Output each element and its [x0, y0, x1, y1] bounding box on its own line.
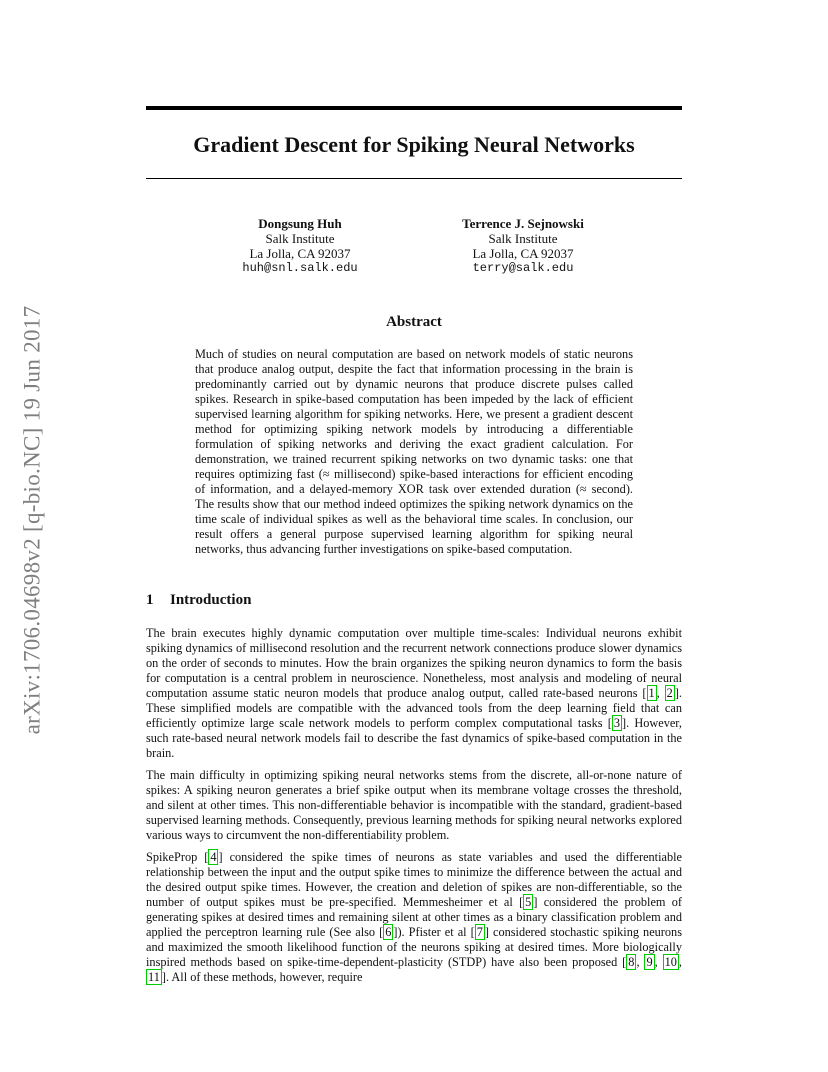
citation-link[interactable]: 11 [148, 970, 160, 984]
paper-title: Gradient Descent for Spiking Neural Networks [193, 132, 635, 157]
citation-link[interactable]: 10 [664, 955, 677, 969]
author-block [423, 216, 623, 276]
author-block [200, 216, 400, 276]
text-run: SpikeProp [ [146, 850, 209, 864]
text-run: ]). Pfister et al [ [393, 925, 475, 939]
text-run: ] considered the spike times of neurons as state variables and used the differentiable relationship between the input and the output spike times to minimize the difference between the actual and the desired output spike times. However, the creation and deletion of spikes are non-differentiable, so the number of output spikes must be pre-specified. Memmesheimer et al [ [146, 850, 682, 909]
arxiv-id-text: arXiv:1706.04698v2 [q-bio.NC] 19 Jun 2017 [19, 305, 45, 735]
author-name: Terrence J. Sejnowski [462, 216, 584, 231]
text-run: , [656, 686, 665, 700]
author-affiliation: Salk Institute [488, 231, 558, 246]
citation-link[interactable]: 3 [613, 716, 620, 730]
author-affiliation: Salk Institute [265, 231, 335, 246]
paragraph [146, 626, 682, 761]
text-run: The brain executes highly dynamic computation over multiple time-scales: Individual neurons exhibit spiking dynamics of millisecond resolution and the recurrent network connections produce slower dynamics on the order of seconds to minutes. How the brain organizes the spiking neuron dynamics to form the basis for computation is a central problem in neuroscience. Nonetheless, most analysis and modeling of neural computation assume static neuron models that produce analog output, called rate-based neurons [ [146, 626, 682, 700]
paragraph: The main difficulty in optimizing spiking neural networks stems from the discrete, all-or-none nature of spikes: A spiking neuron generates a brief spike output when its membrane voltage crosses the threshold, and silent at other times. This non-differentiable behavior is incompatible with the standard, gradient-based supervised learning methods. Consequently, previous learning methods for spiking neural networks explored various ways to circumvent the non-differentiability problem. [146, 768, 682, 842]
section-number: 1 [146, 592, 154, 608]
citation-link[interactable]: 2 [666, 686, 673, 700]
citation-link[interactable]: 4 [210, 850, 217, 864]
citation-link[interactable]: 5 [525, 895, 532, 909]
abstract-text: Much of studies on neural computation are based on network models of static neurons that produce analog output, despite the fact that information processing in the brain is predominantly carried out by dynamic neurons that produce discrete pulses called spikes. Research in spike-based computation has been impeded by the lack of efficient supervised learning algorithm for spiking networks. Here, we present a gradient descent method for optimizing spiking network models by introducing a differentiable formulation of spiking networks and deriving the exact gradient calculation. For demonstration, we trained recurrent spiking networks on two dynamic tasks: one that requires optimizing fast (≈ millisecond) spike-based interactions for efficient encoding of information, and a delayed-memory XOR task over extended duration (≈ second). The results show that our method indeed optimizes the spiking network dynamics on the time scale of individual spikes as well as the behavioral time scales. In conclusion, our result offers a general purpose supervised learning algorithm for spiking neural networks, thus advancing further investigations on spike-based computation. [195, 347, 633, 556]
citation-link[interactable]: 1 [648, 686, 655, 700]
text-run: , [636, 955, 645, 969]
text-run: , [654, 955, 663, 969]
paragraph [146, 850, 682, 985]
abstract-heading: Abstract [386, 314, 442, 330]
citation-link[interactable]: 9 [646, 955, 653, 969]
citation-link[interactable]: 8 [628, 955, 635, 969]
title-bottom-rule [146, 178, 682, 179]
section-title: Introduction [170, 592, 252, 608]
author-address: La Jolla, CA 92037 [472, 246, 574, 261]
text-run: ]. All of these methods, however, require [161, 970, 363, 984]
citation-link[interactable]: 6 [385, 925, 392, 939]
author-email: terry@salk.edu [472, 261, 574, 275]
text-run: ]. These simplified models are compatible with the advanced tools from the deep learning field that can efficiently optimize large scale network models to perform complex computational tasks [ [146, 686, 682, 730]
title-top-rule [146, 106, 682, 110]
text-run: , [678, 955, 682, 969]
section-heading [146, 592, 251, 609]
text-run: ] considered the problem of generating spikes at desired times and remaining silent at other times as a binary classification problem and applied the perceptron learning rule (See also [ [146, 895, 682, 939]
text-run: ] considered stochastic spiking neurons and maximized the smooth likelihood function of the neurons spiking at desired times. More biologically inspired methods based on spike-time-dependent-plasticity (STDP) have also been proposed [ [146, 925, 682, 969]
body-text [146, 626, 682, 992]
author-email: huh@snl.salk.edu [242, 261, 358, 275]
citation-link[interactable]: 7 [476, 925, 483, 939]
arxiv-sidebar-id [12, 270, 52, 770]
author-name: Dongsung Huh [258, 216, 342, 231]
author-address: La Jolla, CA 92037 [249, 246, 351, 261]
text-run: ]. However, such rate-based neural network models fail to describe the fast dynamics of spike-based computation in the brain. [146, 716, 682, 760]
